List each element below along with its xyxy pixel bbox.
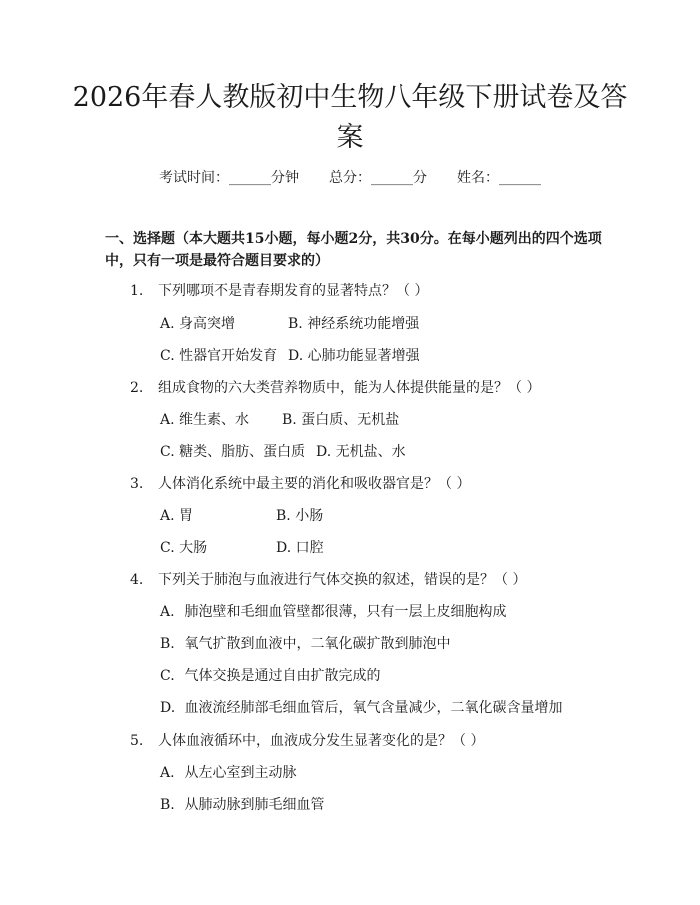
question-text: 下列哪项不是青春期发育的显著特点？（ ） <box>158 283 429 299</box>
question-text: 组成食物的六大类营养物质中，能为人体提供能量的是？（ ） <box>158 380 541 396</box>
option-d: D. 口腔 <box>276 540 324 556</box>
option-c: C. 性器官开始发育 <box>160 348 278 364</box>
question-4 <box>130 570 526 590</box>
option-a: A. 肺泡壁和毛细血管壁都很薄，只有一层上皮细胞构成 <box>160 604 507 620</box>
option-b: B. 氧气扩散到血液中，二氧化碳扩散到肺泡中 <box>160 636 451 652</box>
question-number: 1. <box>130 283 144 299</box>
option-c: C. 气体交换是通过自由扩散完成的 <box>160 668 381 684</box>
question-number: 3. <box>130 476 144 492</box>
question-text: 下列关于肺泡与血液进行气体交换的叙述，错误的是？（ ） <box>158 572 527 588</box>
section-heading: 一、选择题（本大题共15小题，每小题2分，共30分。在每小题列出的四个选项中，只有一项是最符合题目要求的） <box>105 231 602 269</box>
option-c: C. 糖类、脂肪、蛋白质 <box>160 444 306 460</box>
question-number: 5. <box>130 733 144 749</box>
option-b: B. 蛋白质、无机盐 <box>282 412 400 428</box>
exam-meta <box>0 168 700 188</box>
name-field: 姓名：______ <box>457 170 541 186</box>
option-a: A. 胃 <box>160 508 194 524</box>
option-a: A. 从左心室到主动脉 <box>160 765 297 781</box>
option-a: A. 身高突增 <box>160 316 236 332</box>
option-c: C. 大肠 <box>160 540 208 556</box>
question-text: 人体消化系统中最主要的消化和吸收器官是？（ ） <box>158 476 471 492</box>
total-score-field: 总分：______分 <box>329 170 427 186</box>
option-d: D. 心肺功能显著增强 <box>288 348 420 364</box>
question-1 <box>130 281 428 301</box>
exam-time-field: 考试时间：______分钟 <box>159 170 299 186</box>
option-b: B. 小肠 <box>276 508 324 524</box>
question-number: 2. <box>130 380 144 396</box>
question-2 <box>130 378 540 398</box>
exam-title: 2026年春人教版初中生物八年级下册试卷及答案 <box>72 82 628 153</box>
question-number: 4. <box>130 572 144 588</box>
option-d: D. 无机盐、水 <box>316 444 406 460</box>
option-d: D. 血液流经肺部毛细血管后，氧气含量减少，二氧化碳含量增加 <box>160 700 563 716</box>
question-5 <box>130 731 484 751</box>
question-text: 人体血液循环中，血液成分发生显著变化的是？（ ） <box>158 733 485 749</box>
option-b: B. 神经系统功能增强 <box>288 316 420 332</box>
option-a: A. 维生素、水 <box>160 412 250 428</box>
option-b: B. 从肺动脉到肺毛细血管 <box>160 797 325 813</box>
question-3 <box>130 474 470 494</box>
